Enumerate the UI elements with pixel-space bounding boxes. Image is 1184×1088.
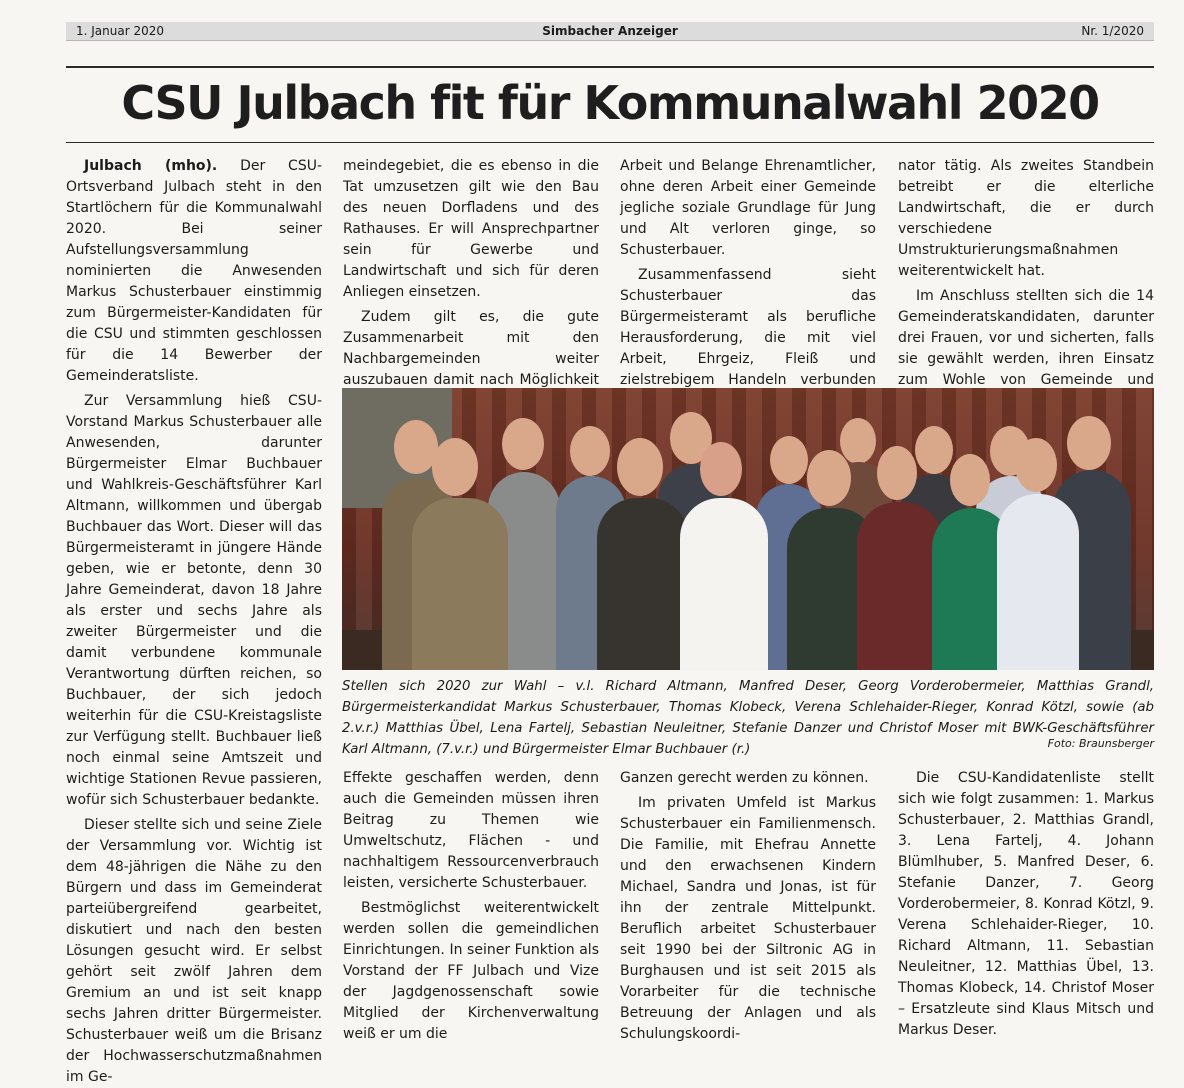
paragraph: Effekte geschaffen werden, denn auch die Gemeinden müssen ihren Beitrag zu Themen wie Umweltschutz, Flächen - und nachhaltigem Ressourcenverbrauch leisten, versicherte Schusterbauer. <box>343 770 599 891</box>
paragraph: Zur Versammlung hieß CSU-Vorstand Markus Schusterbauer alle Anwesenden, darunter Bürgermeister Elmar Buchbauer und Wahlkreis-Geschäftsführer Karl Altmann, willkommen und übergab Buchbauer das Wort. Dieser will das Bürgermeisteramt in jüngere Hände geben, wie er betonte, denn 30 Jahre Gemeinderat, davon 18 Jahre als erster und sechs Jahre als zweiter Bürgermeister und die damit verbundene kommunale Verantwortung dürften reichen, so Buchbauer, der sich jedoch weiterhin für die CSU-Kreistagsliste zur Verfügung stellt. Buchbauer ließ noch einmal seine Amtszeit und wichtige Stationen Revue passieren, wofür sich Schusterbauer bedankte. <box>66 393 322 808</box>
article-column-3-top <box>620 156 876 412</box>
paragraph: Die CSU-Kandidatenliste stellt sich wie folgt zusammen: 1. Markus Schusterbauer, 2. Matthias Grandl, 3. Lena Fartelj, 4. Johann Blümlhuber, 5. Manfred Deser, 6. Stefanie Danzer, 7. Georg Vorderobermeier, 8. Konrad Kötzl, 9. Verena Schlehaider-Rieger, 10. Richard Altmann, 11. Sebastian Neuleitner, 12. Matthias Übel, 13. Thomas Klobeck, 14. Christof Moser – Ersatzleute sind Klaus Mitsch und Markus Deser. <box>898 770 1154 1038</box>
group-photo <box>342 388 1154 670</box>
headline-rule <box>66 142 1154 143</box>
article-column-3-bottom <box>620 768 876 1045</box>
issue-number: Nr. 1/2020 <box>1081 24 1144 38</box>
page-header <box>66 22 1154 41</box>
paragraph: Im Anschluss stellten sich die 14 Gemeinderatskandidaten, darunter drei Frauen, vor und sicherten, falls sie gewählt werden, ihren Einsatz zum Wohle von Gemeinde und <box>898 288 1154 388</box>
paragraph: Der CSU-Ortsverband Julbach steht in den Startlöchern für die Kommunalwahl 2020. Bei seiner Aufstellungsversammlung nominierten die Anwesenden Markus Schusterbauer einstimmig zum Bürgermeister-Kandidaten für die CSU und stimmten geschlossen für die 14 Bewerber der Gemeinderatsliste. <box>66 158 323 384</box>
article-column-4-top <box>898 156 1154 412</box>
paragraph: Im privaten Umfeld ist Markus Schusterbauer ein Familienmensch. Die Familie, mit Ehefrau Annette und den erwachsenen Kindern Michael, Sandra und Jonas, ist für ihn der zentrale Mittelpunkt. Beruflich arbeitet Schusterbauer seit 1990 bei der Siltronic AG in Burghausen und ist seit 2015 als Vorarbeiter für die technische Betreuung der Anlagen und als Schulungskoordi- <box>620 795 876 1042</box>
top-rule <box>66 66 1154 68</box>
dateline: Julbach (mho). <box>84 158 218 174</box>
paragraph: Arbeit und Belange Ehrenamtlicher, ohne deren Arbeit einer Gemeinde jegliche soziale Grundlage für Jung und Alt verloren ginge, so Schusterbauer. <box>620 158 876 258</box>
paragraph: Zusammenfassend sieht Schusterbauer das Bürgermeisteramt als berufliche Herausforderung, die mit viel Arbeit, Ehrgeiz, Fleiß und zielstrebigem Handeln verbunden <box>620 267 876 388</box>
article-column-2-top <box>343 156 599 412</box>
article-column-1 <box>66 156 322 1088</box>
paragraph: nator tätig. Als zweites Standbein betreibt er die elterliche Landwirtschaft, die er durch verschiedene Umstrukturierungsmaßnahmen weiterentwickelt hat. <box>898 158 1154 279</box>
photo-caption: Stellen sich 2020 zur Wahl – v.l. Richard Altmann, Manfred Deser, Georg Vorderobermeier, Matthias Grandl, Bürgermeisterkandidat Markus Schusterbauer, Thomas Klobeck, Verena Schlehaider-Rieger, Konrad Kötzl, sowie (ab 2.v.r.) Matthias Übel, Lena Fartelj, Sebastian Neuleitner, Stefanie Danzer und Christof Moser mit BWK-Geschäftsführer Karl Altmann, (7.v.r.) und Bürgermeister Elmar Buchbauer (r.) <box>342 679 1154 757</box>
article-headline: CSU Julbach fit für Kommunalwahl 2020 <box>121 76 1099 130</box>
paragraph: Ganzen gerecht werden zu können. <box>620 770 869 786</box>
article-column-2-bottom <box>343 768 599 1045</box>
paragraph: meindegebiet, die es ebenso in die Tat umzusetzen gilt wie den Bau des neuen Dorfladens und des Rathauses. Er will Ansprechpartner sein für Gewerbe und Landwirtschaft und sich für deren Anliegen einsetzen. <box>343 158 599 300</box>
issue-date: 1. Januar 2020 <box>76 24 165 38</box>
paragraph: Zudem gilt es, die gute Zusammenarbeit mit den Nachbargemeinden weiter auszubauen damit nach Möglichkeit <box>343 309 599 388</box>
paragraph: Bestmöglichst weiterentwickelt werden sollen die gemeindlichen Einrichtungen. In seiner Funktion als Vorstand der FF Julbach und Vize der Jagdgenossenschaft sowie Mitglied der Kirchenverwaltung weiß er um die <box>343 900 599 1042</box>
newspaper-name: Simbacher Anzeiger <box>542 24 678 38</box>
paragraph: Dieser stellte sich und seine Ziele der Versammlung vor. Wichtig ist dem 48-jährigen die Nähe zu den Bürgern und dass im Gemeinderat parteiübergreifend gearbeitet, diskutiert und nach den besten Lösungen gesucht wird. Er selbst gehört seit zwölf Jahren dem Gremium an und ist seit knapp sechs Jahren dritter Bürgermeister. Schusterbauer weiß um die Brisanz der Hochwasserschutzmaßnahmen im Ge- <box>66 817 322 1085</box>
photo-credit: Foto: Braunsberger <box>1047 737 1154 750</box>
article-column-4-bottom <box>898 768 1154 1041</box>
